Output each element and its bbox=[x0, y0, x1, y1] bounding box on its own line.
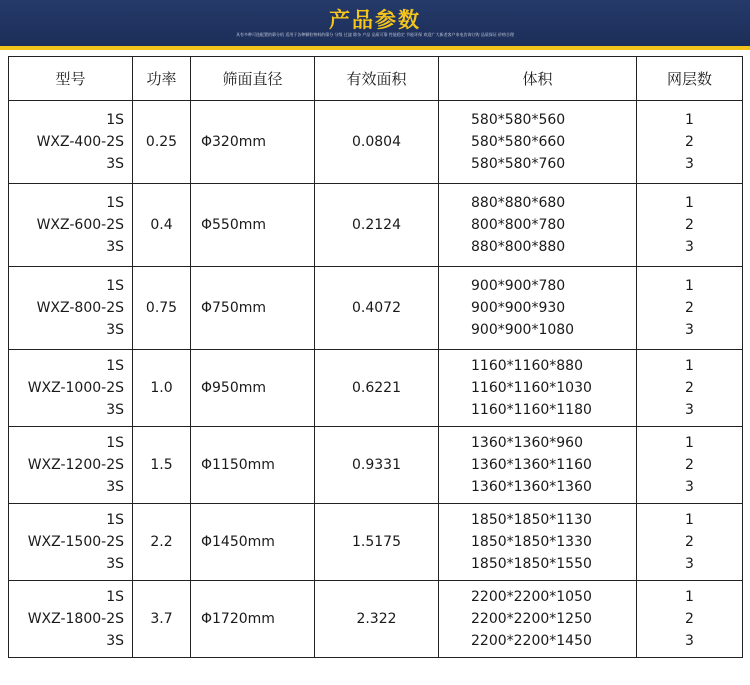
layer-line: 1 bbox=[685, 358, 694, 374]
volume-line: 880*880*680 bbox=[471, 195, 566, 211]
model-cell bbox=[9, 184, 133, 267]
page-title: 产品参数 bbox=[329, 8, 421, 32]
diameter-value: Φ1720mm bbox=[201, 611, 275, 627]
diameter-value: Φ1450mm bbox=[201, 534, 275, 550]
diameter-cell bbox=[191, 427, 315, 504]
table-row bbox=[9, 267, 743, 350]
layer-line: 1 bbox=[685, 195, 694, 211]
model-line: 1S bbox=[106, 112, 124, 128]
area-cell bbox=[315, 504, 439, 581]
diameter-cell bbox=[191, 184, 315, 267]
area-cell bbox=[315, 184, 439, 267]
model-line: 3S bbox=[106, 556, 124, 572]
table-header-row bbox=[9, 57, 743, 101]
power-cell bbox=[133, 184, 191, 267]
table-row bbox=[9, 184, 743, 267]
model-line: 1S bbox=[106, 195, 124, 211]
diameter-cell bbox=[191, 267, 315, 350]
volume-cell bbox=[439, 184, 637, 267]
model-line: 3S bbox=[106, 239, 124, 255]
volume-line: 800*800*780 bbox=[471, 217, 566, 233]
power-cell bbox=[133, 350, 191, 427]
layers-cell bbox=[637, 184, 743, 267]
layers-cell bbox=[637, 504, 743, 581]
area-value: 0.6221 bbox=[352, 380, 401, 396]
volume-cell bbox=[439, 504, 637, 581]
volume-line: 900*900*780 bbox=[471, 278, 566, 294]
header-banner bbox=[0, 0, 750, 46]
layer-line: 3 bbox=[685, 156, 694, 172]
volume-line: 1160*1160*1030 bbox=[471, 380, 592, 396]
model-cell bbox=[9, 267, 133, 350]
header-diameter: 筛面直径 bbox=[191, 57, 315, 101]
model-line: 1S bbox=[106, 589, 124, 605]
layer-line: 2 bbox=[685, 457, 694, 473]
diameter-cell bbox=[191, 101, 315, 184]
diameter-value: Φ1150mm bbox=[201, 457, 275, 473]
volume-line: 2200*2200*1250 bbox=[471, 611, 592, 627]
model-line: 1S bbox=[106, 278, 124, 294]
volume-line: 1360*1360*960 bbox=[471, 435, 583, 451]
area-value: 1.5175 bbox=[352, 534, 401, 550]
layer-line: 3 bbox=[685, 633, 694, 649]
diameter-value: Φ950mm bbox=[201, 380, 267, 396]
layers-cell bbox=[637, 427, 743, 504]
power-value: 1.0 bbox=[150, 380, 173, 396]
volume-line: 2200*2200*1450 bbox=[471, 633, 592, 649]
volume-cell bbox=[439, 581, 637, 658]
layer-line: 2 bbox=[685, 380, 694, 396]
model-line: 3S bbox=[106, 633, 124, 649]
volume-cell bbox=[439, 427, 637, 504]
model-line: 3S bbox=[106, 322, 124, 338]
layer-line: 3 bbox=[685, 479, 694, 495]
area-value: 0.9331 bbox=[352, 457, 401, 473]
model-line: WXZ-1500-2S bbox=[27, 534, 124, 550]
area-cell bbox=[315, 267, 439, 350]
header-volume: 体积 bbox=[439, 57, 637, 101]
area-value: 2.322 bbox=[356, 611, 397, 627]
volume-line: 1160*1160*1180 bbox=[471, 402, 592, 418]
layers-cell bbox=[637, 350, 743, 427]
power-value: 2.2 bbox=[150, 534, 173, 550]
area-cell bbox=[315, 581, 439, 658]
model-line: WXZ-1200-2S bbox=[27, 457, 124, 473]
volume-cell bbox=[439, 350, 637, 427]
area-cell bbox=[315, 101, 439, 184]
model-line: 1S bbox=[106, 358, 124, 374]
power-cell bbox=[133, 504, 191, 581]
area-cell bbox=[315, 350, 439, 427]
model-line: WXZ-1800-2S bbox=[27, 611, 124, 627]
header-layers: 网层数 bbox=[637, 57, 743, 101]
power-cell bbox=[133, 267, 191, 350]
model-cell bbox=[9, 427, 133, 504]
layer-line: 2 bbox=[685, 217, 694, 233]
model-cell bbox=[9, 350, 133, 427]
power-cell bbox=[133, 101, 191, 184]
volume-line: 880*800*880 bbox=[471, 239, 566, 255]
layer-line: 1 bbox=[685, 512, 694, 528]
layer-line: 1 bbox=[685, 278, 694, 294]
layer-line: 3 bbox=[685, 556, 694, 572]
table-row bbox=[9, 581, 743, 658]
area-value: 0.4072 bbox=[352, 300, 401, 316]
power-value: 3.7 bbox=[150, 611, 173, 627]
model-line: 3S bbox=[106, 479, 124, 495]
power-cell bbox=[133, 427, 191, 504]
model-line: WXZ-1000-2S bbox=[27, 380, 124, 396]
model-cell bbox=[9, 581, 133, 658]
layers-cell bbox=[637, 101, 743, 184]
power-value: 0.4 bbox=[150, 217, 173, 233]
layer-line: 2 bbox=[685, 611, 694, 627]
volume-line: 1160*1160*880 bbox=[471, 358, 583, 374]
layer-line: 3 bbox=[685, 402, 694, 418]
power-cell bbox=[133, 581, 191, 658]
volume-line: 2200*2200*1050 bbox=[471, 589, 592, 605]
volume-line: 580*580*560 bbox=[471, 112, 566, 128]
model-line: WXZ-400-2S bbox=[36, 134, 124, 150]
volume-line: 900*900*1080 bbox=[471, 322, 575, 338]
layer-line: 1 bbox=[685, 435, 694, 451]
table-row bbox=[9, 504, 743, 581]
power-value: 0.75 bbox=[145, 300, 178, 316]
model-line: 3S bbox=[106, 402, 124, 418]
layer-line: 2 bbox=[685, 300, 694, 316]
volume-line: 1850*1850*1130 bbox=[471, 512, 592, 528]
spec-table bbox=[8, 56, 743, 658]
power-value: 0.25 bbox=[145, 134, 178, 150]
header-accent-bar bbox=[0, 46, 750, 50]
diameter-value: Φ320mm bbox=[201, 134, 267, 150]
diameter-cell bbox=[191, 581, 315, 658]
layer-line: 3 bbox=[685, 322, 694, 338]
layers-cell bbox=[637, 581, 743, 658]
model-line: 1S bbox=[106, 435, 124, 451]
layer-line: 1 bbox=[685, 589, 694, 605]
diameter-value: Φ750mm bbox=[201, 300, 267, 316]
layers-cell bbox=[637, 267, 743, 350]
area-value: 0.2124 bbox=[352, 217, 401, 233]
diameter-value: Φ550mm bbox=[201, 217, 267, 233]
volume-line: 1360*1360*1360 bbox=[471, 479, 592, 495]
header-model: 型号 bbox=[9, 57, 133, 101]
header-subtitle: 具有多种可选配置的筛分机 适用于各种颗粒物料的筛分 分级 过滤 除杂 产品 品质可靠 性能稳定 节能环保 欢迎广大新老客户来电咨询订购 品质保证 价格合理 bbox=[236, 32, 514, 37]
model-line: 1S bbox=[106, 512, 124, 528]
volume-cell bbox=[439, 101, 637, 184]
volume-line: 900*900*930 bbox=[471, 300, 566, 316]
volume-line: 580*580*760 bbox=[471, 156, 566, 172]
table-row bbox=[9, 427, 743, 504]
table-row bbox=[9, 101, 743, 184]
area-cell bbox=[315, 427, 439, 504]
header-area: 有效面积 bbox=[315, 57, 439, 101]
diameter-cell bbox=[191, 350, 315, 427]
model-line: 3S bbox=[106, 156, 124, 172]
layer-line: 3 bbox=[685, 239, 694, 255]
layer-line: 2 bbox=[685, 534, 694, 550]
volume-line: 1360*1360*1160 bbox=[471, 457, 592, 473]
model-cell bbox=[9, 504, 133, 581]
model-cell bbox=[9, 101, 133, 184]
volume-line: 580*580*660 bbox=[471, 134, 566, 150]
model-line: WXZ-600-2S bbox=[36, 217, 124, 233]
table-row bbox=[9, 350, 743, 427]
volume-line: 1850*1850*1330 bbox=[471, 534, 592, 550]
layer-line: 2 bbox=[685, 134, 694, 150]
power-value: 1.5 bbox=[150, 457, 173, 473]
area-value: 0.0804 bbox=[352, 134, 401, 150]
header-power: 功率 bbox=[133, 57, 191, 101]
model-line: WXZ-800-2S bbox=[36, 300, 124, 316]
diameter-cell bbox=[191, 504, 315, 581]
volume-line: 1850*1850*1550 bbox=[471, 556, 592, 572]
volume-cell bbox=[439, 267, 637, 350]
layer-line: 1 bbox=[685, 112, 694, 128]
